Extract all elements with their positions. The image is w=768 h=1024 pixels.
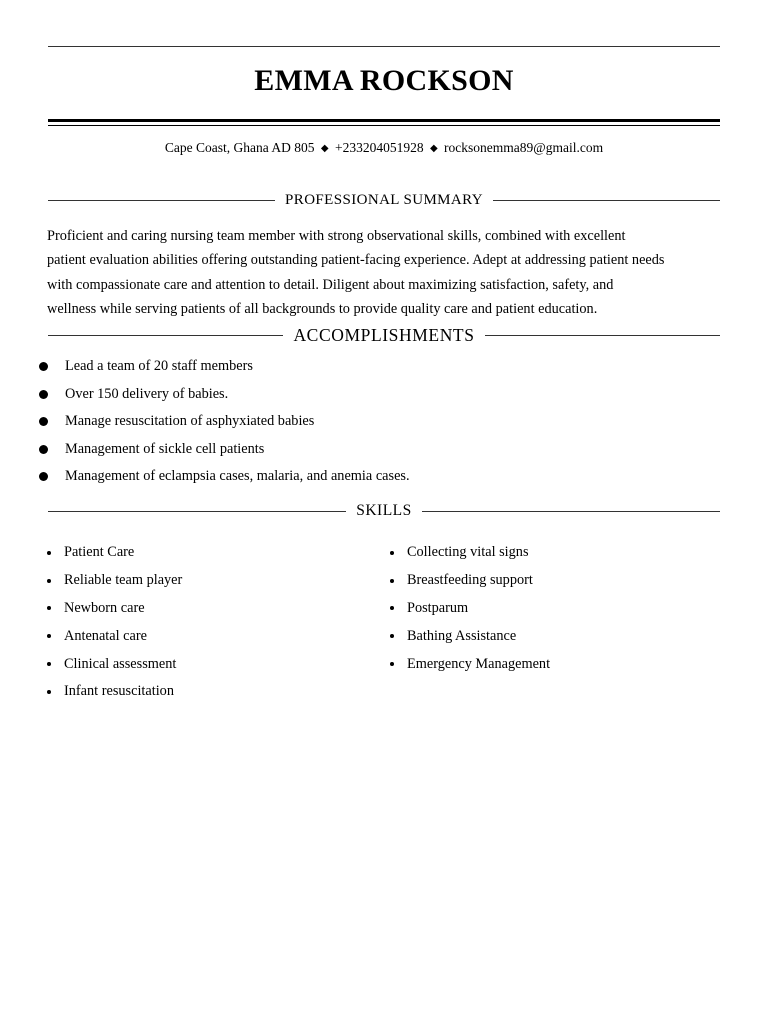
skills-list-left (47, 539, 182, 706)
bullet-icon (47, 606, 51, 610)
skill-text: Collecting vital signs (407, 544, 529, 561)
summary-line: Proficient and caring nursing team member with strong observational skills, combined with excellent (47, 228, 626, 244)
list-item (390, 595, 550, 623)
section-title: ACCOMPLISHMENTS (293, 324, 475, 345)
accomplishment-text: Lead a team of 20 staff members (65, 358, 253, 375)
skill-text: Newborn care (64, 599, 145, 616)
bullet-icon (39, 472, 48, 481)
bullet-icon (47, 551, 51, 555)
accomplishment-text: Management of eclampsia cases, malaria, and anemia cases. (65, 468, 410, 485)
bullet-icon (47, 579, 51, 583)
list-item (47, 622, 182, 650)
heading-rule-right (422, 511, 720, 512)
list-item (47, 595, 182, 623)
heading-rule-right (485, 335, 720, 336)
bullet-icon (39, 390, 48, 399)
skill-text: Reliable team player (64, 572, 183, 589)
summary-line: wellness while serving patients of all backgrounds to provide quality care and patient education. (47, 300, 598, 317)
list-item (390, 622, 550, 650)
list-item (390, 650, 550, 678)
heading-rule-left (48, 200, 275, 201)
accomplishment-text: Over 150 delivery of babies. (65, 385, 229, 402)
bullet-icon (39, 417, 48, 426)
contact-email: rocksonemma89@gmail.com (444, 140, 604, 155)
list-item (47, 650, 182, 678)
name-underline-thin (48, 125, 720, 126)
bullet-icon (390, 579, 394, 583)
section-title: SKILLS (356, 502, 412, 519)
contact-phone: +233204051928 (334, 140, 424, 155)
bullet-icon (390, 634, 394, 638)
accomplishments-list (39, 353, 410, 491)
contact-address: Cape Coast, Ghana AD 805 (164, 140, 315, 155)
bullet-icon (39, 362, 48, 371)
skills-heading (48, 500, 720, 522)
skill-text: Patient Care (64, 544, 135, 561)
skill-text: Breastfeeding support (407, 572, 533, 589)
skill-text: Bathing Assistance (407, 627, 517, 644)
candidate-name: EMMA ROCKSON (254, 64, 514, 97)
diamond-separator-icon: ◆ (429, 143, 438, 154)
list-item (390, 539, 550, 567)
top-divider (48, 46, 720, 47)
bullet-icon (390, 662, 394, 666)
accomplishment-text: Management of sickle cell patients (65, 440, 265, 457)
skill-text: Antenatal care (64, 627, 147, 644)
heading-rule-right (493, 200, 720, 201)
list-item (39, 436, 410, 464)
skill-text: Postparum (407, 599, 469, 616)
bullet-icon (39, 445, 48, 454)
diamond-separator-icon: ◆ (320, 143, 329, 154)
list-item (39, 463, 410, 491)
heading-rule-left (48, 511, 346, 512)
skill-text: Infant resuscitation (64, 683, 174, 700)
skill-text: Emergency Management (407, 655, 551, 672)
bullet-icon (390, 606, 394, 610)
section-title: PROFESSIONAL SUMMARY (285, 191, 483, 208)
professional-summary-heading (48, 189, 720, 211)
skills-list-right (390, 539, 550, 678)
accomplishment-text: Manage resuscitation of asphyxiated babies (65, 413, 315, 430)
bullet-icon (47, 690, 51, 694)
list-item (39, 381, 410, 409)
heading-rule-left (48, 335, 283, 336)
list-item (47, 539, 182, 567)
accomplishments-heading (48, 324, 720, 346)
bullet-icon (390, 551, 394, 555)
skill-text: Clinical assessment (64, 655, 177, 672)
summary-line: patient evaluation abilities offering outstanding patient-facing experience. Adept at addressing patient needs (47, 252, 665, 269)
bullet-icon (47, 662, 51, 666)
list-item (39, 353, 410, 381)
summary-line: with compassionate care and attention to detail. Diligent about maximizing satisfaction, safety, and (47, 276, 614, 293)
bullet-icon (47, 634, 51, 638)
name-underline-thick (48, 119, 720, 122)
contact-line (0, 140, 768, 156)
professional-summary-text (47, 224, 721, 321)
list-item (47, 567, 182, 595)
list-item (390, 567, 550, 595)
list-item (47, 678, 182, 706)
list-item (39, 408, 410, 436)
